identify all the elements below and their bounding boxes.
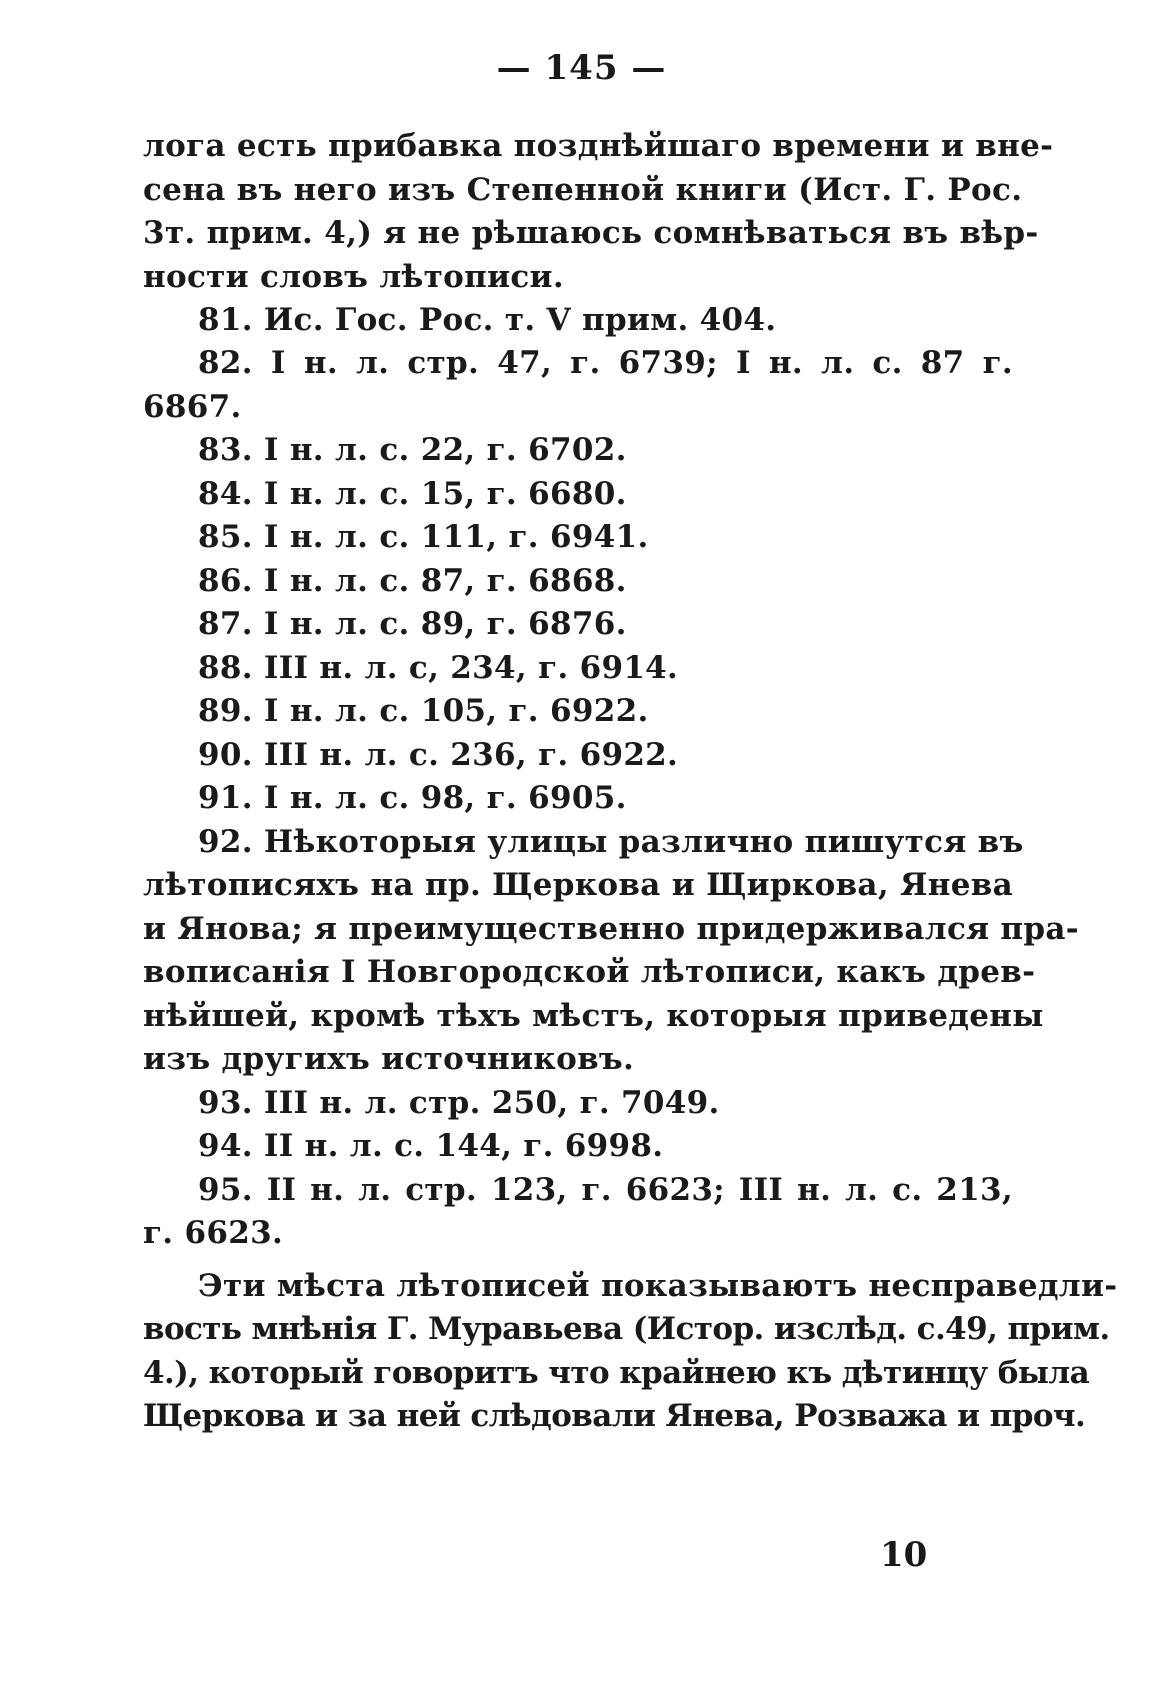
footnote-88: 88. III н. л. с, 234, г. 6914.	[198, 650, 679, 686]
footnote-83: 83. I н. л. с. 22, г. 6702.	[198, 432, 627, 468]
paragraph-line: Щеркова и за ней слѣдовали Янева, Розважа и проч.	[143, 1398, 1086, 1434]
footnote-90: 90. III н. л. с. 236, г. 6922.	[198, 737, 679, 773]
text-line: сена въ него изъ Степенной книги (Ист. Г. Рос.	[143, 172, 1023, 208]
footnote-81: 81. Ис. Гос. Рос. т. V прим. 404.	[198, 302, 777, 338]
text-line: и Янова; я преимущественно придерживался пра-	[143, 911, 1079, 947]
text-line: 3т. прим. 4,) я не рѣшаюсь сомнѣваться въ вѣр-	[143, 215, 1039, 251]
footnote-95: 95. II н. л. стр. 123, г. 6623; III н. л. с. 213,	[198, 1172, 1013, 1208]
text-line: лога есть прибавка позднѣйшаго времени и вне-	[143, 128, 1054, 164]
footnote-87: 87. I н. л. с. 89, г. 6876.	[198, 606, 627, 642]
text-line: изъ другихъ источниковъ.	[143, 1041, 635, 1077]
page-header: — 145 —	[496, 48, 667, 88]
paragraph-line: Эти мѣста лѣтописей показываютъ несправедли-	[198, 1268, 1118, 1304]
text-line: ности словъ лѣтописи.	[143, 259, 564, 295]
footnote-92: 92. Нѣкоторыя улицы различно пишутся въ	[198, 824, 1024, 860]
text-line: нѣйшей, кромѣ тѣхъ мѣстъ, которыя приведены	[143, 998, 1044, 1034]
footnote-82: 82. I н. л. стр. 47, г. 6739; I н. л. с. 87 г.	[198, 345, 1013, 381]
footnote-89: 89. I н. л. с. 105, г. 6922.	[198, 693, 649, 729]
footnote-94: 94. II н. л. с. 144, г. 6998.	[198, 1128, 664, 1164]
paragraph-line: 4.), который говоритъ что крайнею къ дѣтинцу была	[143, 1355, 1090, 1391]
footnote-86: 86. I н. л. с. 87, г. 6868.	[198, 563, 627, 599]
paragraph-line: вость мнѣнія Г. Муравьева (Истор. изслѣд. с.49, прим.	[143, 1311, 1110, 1347]
text-line: вописанія I Новгородской лѣтописи, какъ древ-	[143, 954, 1036, 990]
text-line: лѣтописяхъ на пр. Щеркова и Щиркова, Янева	[143, 867, 1013, 903]
text-line: 6867.	[143, 389, 242, 425]
footnote-93: 93. III н. л. стр. 250, г. 7049.	[198, 1085, 720, 1121]
footnote-85: 85. I н. л. с. 111, г. 6941.	[198, 519, 649, 555]
footnote-84: 84. I н. л. с. 15, г. 6680.	[198, 476, 627, 512]
signature-mark: 10	[880, 1535, 928, 1575]
text-line: г. 6623.	[143, 1215, 284, 1251]
footnote-91: 91. I н. л. с. 98, г. 6905.	[198, 780, 627, 816]
